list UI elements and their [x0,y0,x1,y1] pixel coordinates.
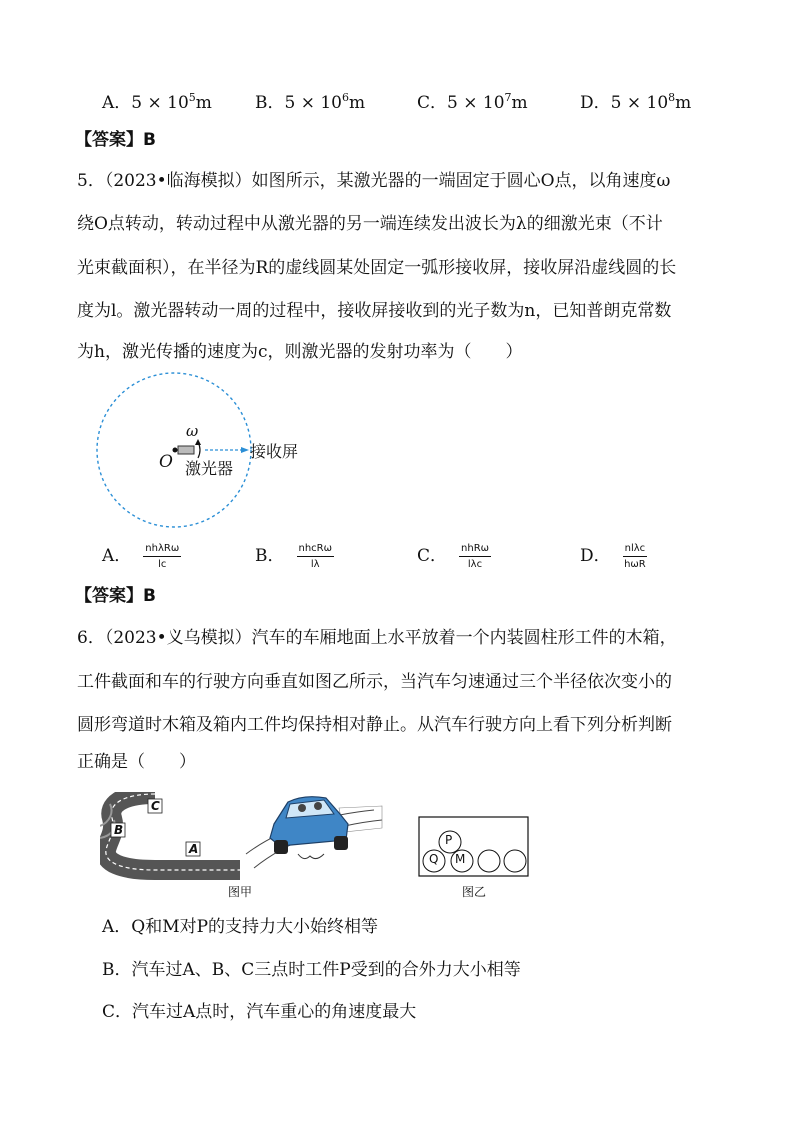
cylinder-4 [478,850,500,872]
road-label-b: B [114,823,124,837]
q5-line-2: 绕O点转动，转动过程中从激光器的另一端连续发出波长为λ的细激光束（不计 [77,214,663,234]
q6-line-1: 6．（2023•义乌模拟）汽车的车厢地面上水平放着一个内装圆柱形工件的木箱， [77,628,677,648]
cyl-label-q: Q [429,852,439,866]
car-figure [244,788,384,873]
q6-option-a: A．Q和M对P的支持力大小始终相等 [102,917,379,937]
passenger-head [314,802,322,810]
wheel-right [334,836,348,850]
driver-head [298,804,306,812]
q5-line-4: 度为l。激光器转动一周的过程中，接收屏接收到的光子数为n，已知普朗克常数 [77,301,672,321]
origin-label: O [159,452,173,472]
q5-line-3: 光束截面积），在半径为R的虚线圆某处固定一弧形接收屏，接收屏沿虚线圆的长 [77,258,677,278]
q6-option-c: C．汽车过A点时，汽车重心的角速度最大 [102,1002,417,1022]
screen-label: 接收屏 [250,442,299,461]
q4-option-d: D．$5 \times 10^8m$ [580,91,692,113]
q6-line-3: 圆形弯道时木箱及箱内工件均保持相对静止。从汽车行驶方向上看下列分析判断 [77,715,672,735]
cyl-label-m: M [455,852,466,866]
splash [298,854,324,859]
q5-option-a: A． $\frac{\text{nhλRω}}{lc}$ [102,543,180,570]
laser-figure [95,370,335,535]
q4-answer: 【答案】B [75,130,156,150]
q5-line-1: 5．（2023•临海模拟）如图所示，某激光器的一端固定于圆心O点，以角速度ω [77,171,671,191]
beam-arrowhead [241,447,249,453]
q5-option-d: D． $\frac{\text{nlλc}}{\text{hωR}}$ [580,543,646,570]
cylinder-box-figure [418,816,530,878]
center-point [173,448,178,453]
caption-figure-a: 图甲 [228,885,253,899]
q6-line-4: 正确是（ ） [77,752,196,772]
q6-line-2: 工件截面和车的行驶方向垂直如图乙所示，当汽车匀速通过三个半径依次变小的 [77,672,672,692]
q5-option-b: B． $\frac{\text{nhcRω}}{l\lambda}$ [255,543,332,570]
laser-body [178,446,194,454]
wooden-box [419,817,528,876]
q5-answer: 【答案】B [75,586,156,606]
road-label-a: A [189,842,199,856]
laser-label: 激光器 [185,459,234,478]
q4-option-a: A．$5 \times 10^5m$ [102,91,212,113]
cyl-label-p: P [445,833,453,847]
wheel-left [274,840,288,854]
q4-option-b: B．$5 \times 10^6m$ [255,91,366,113]
caption-figure-b: 图乙 [462,885,487,899]
q5-option-c: C． $\frac{\text{nhRω}}{\text{lλc}}$ [417,543,490,570]
q6-option-b: B．汽车过A、B、C三点时工件P受到的合外力大小相等 [102,960,521,980]
q5-line-5: 为h，激光传播的速度为c，则激光器的发射功率为（ ） [77,342,523,362]
cylinder-5 [504,850,526,872]
road-label-c: C [151,799,160,813]
q4-option-c: C．$5 \times 10^7m$ [417,91,528,113]
omega-label: ω [186,422,199,440]
